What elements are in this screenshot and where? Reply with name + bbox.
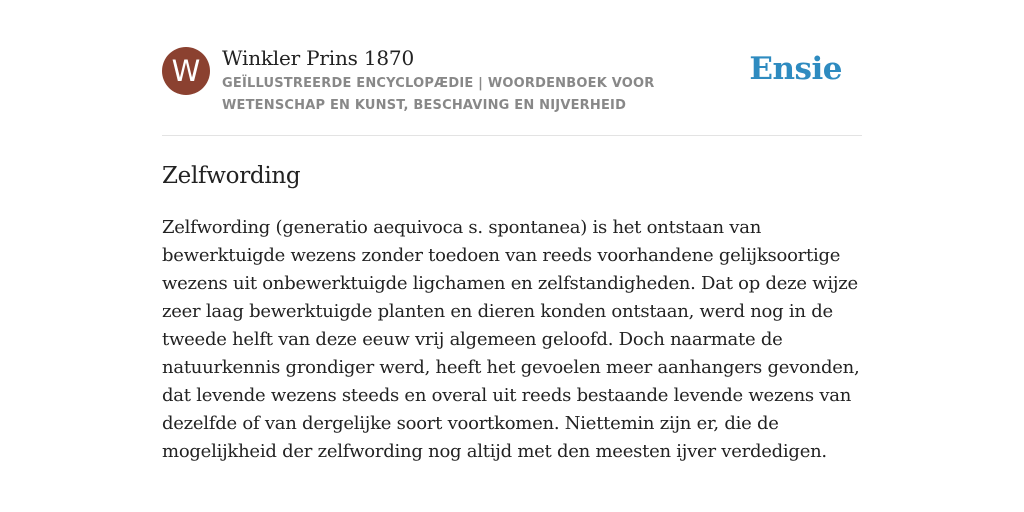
ensie-logo[interactable]: Ensie: [749, 51, 842, 87]
source-title[interactable]: Winkler Prins 1870: [222, 46, 414, 70]
source-header: [162, 40, 862, 136]
source-info: [222, 45, 752, 117]
entry-body: Zelfwording (generatio aequivoca s. spontanea) is het ontstaan van bewerktuigde wezens zonder toedoen van reeds voorhandene gelijksoortige wezens uit onbewerktuigde ligchamen en zelfstandigheden. Dat op deze wijze zeer laag bewerktuigde planten en dieren konden ontstaan, werd nog in de tweede helft van deze eeuw vrij algemeen geloofd. Doch naarmate de natuurkennis grondiger werd, heeft het gevoelen meer aanhangers gevonden, dat levende wezens steeds en overal uit reeds bestaande levende wezens van dezelfde of van dergelijke soort voortkomen. Niettemin zijn er, die de mogelijkheid der zelfwording nog altijd met den meesten ijver verdedigen.: [162, 217, 860, 462]
source-avatar[interactable]: W: [162, 47, 210, 95]
entry-title: Zelfwording: [162, 163, 301, 189]
entry-card: [162, 40, 862, 466]
source-subtitle: GEÏLLUSTREERDE ENCYCLOPÆDIE | WOORDENBOEK VOOR WETENSCHAP EN KUNST, BESCHAVING EN NIJVERHEID: [222, 76, 655, 113]
